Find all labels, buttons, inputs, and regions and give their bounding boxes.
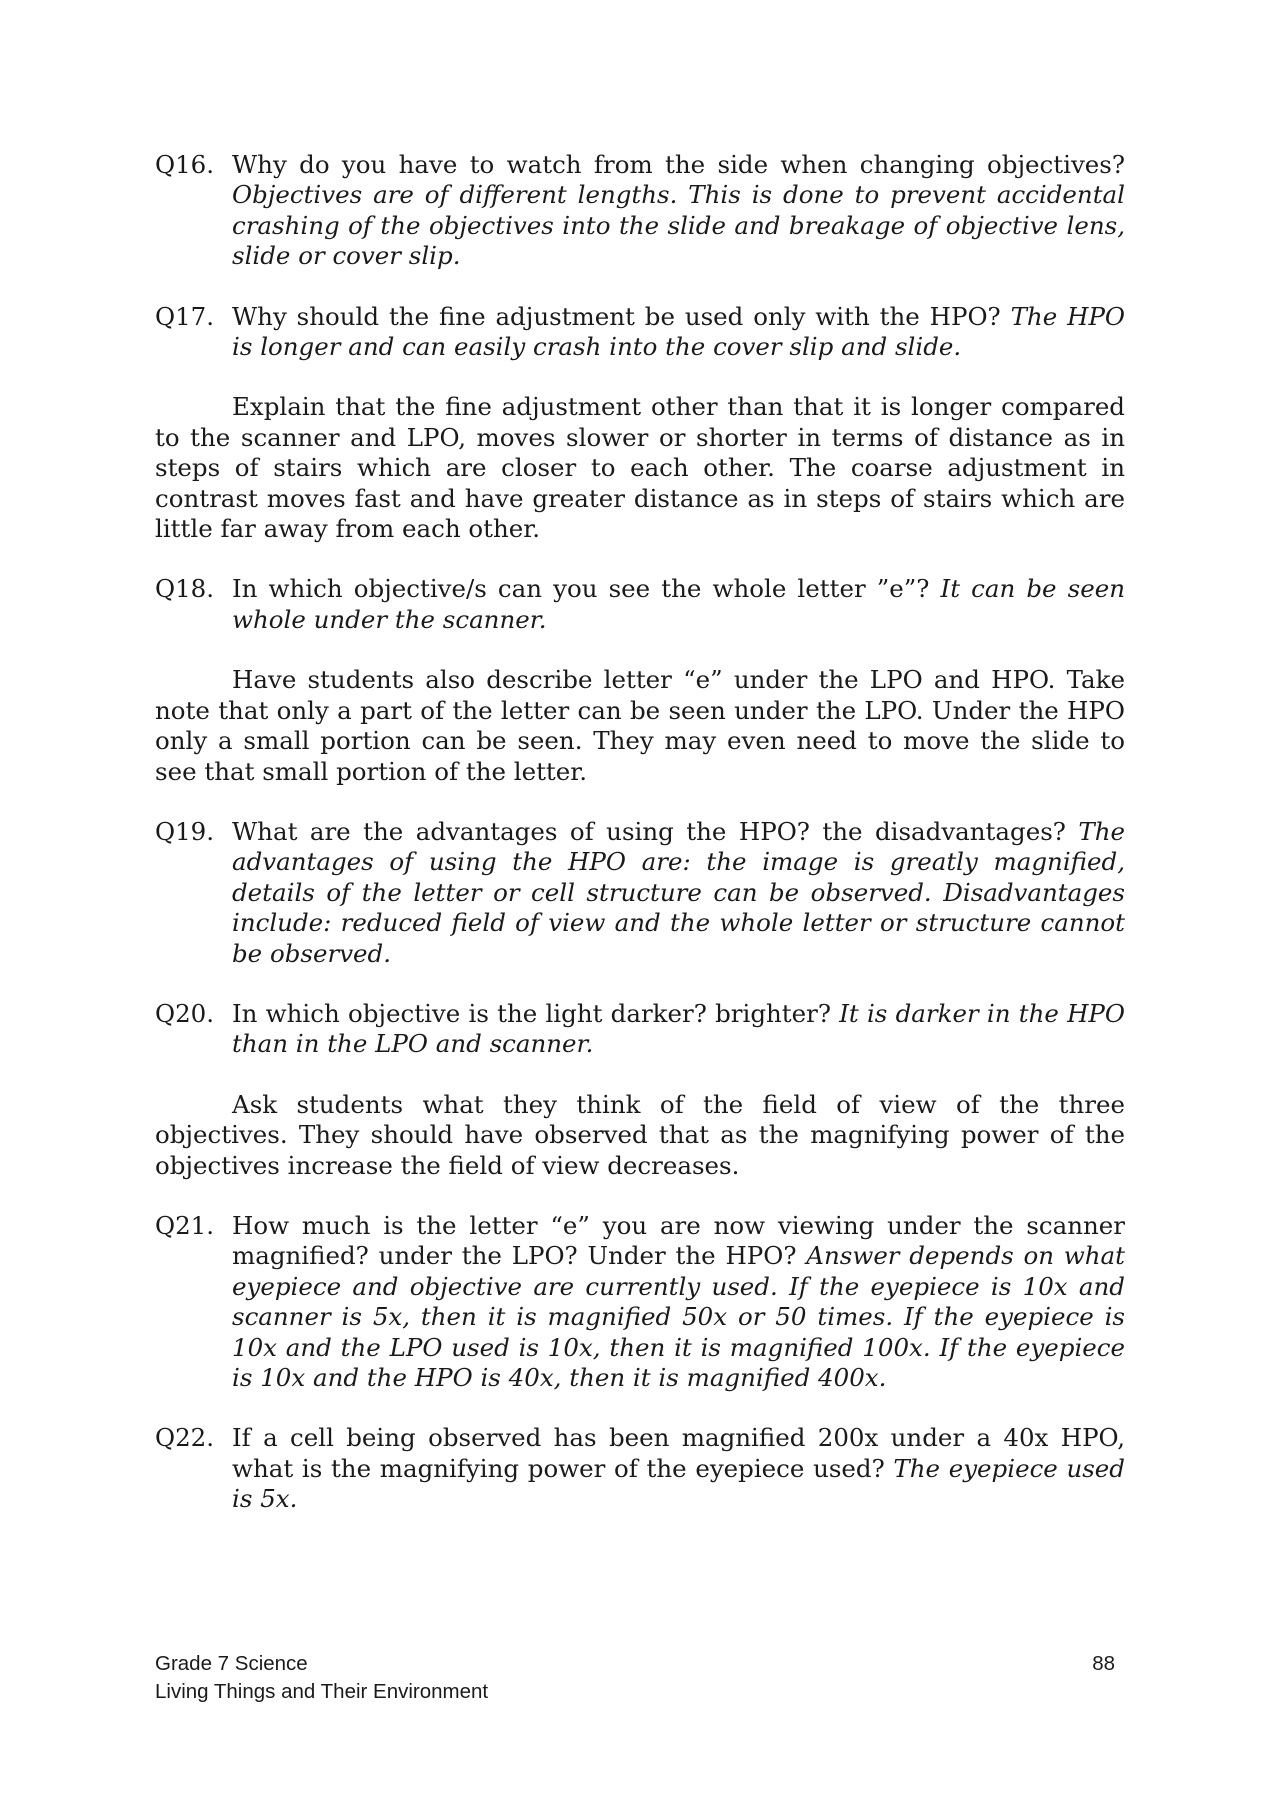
question-q16 (155, 150, 1125, 272)
footer-unit: Living Things and Their Environment (155, 1680, 489, 1703)
answer-text: Answer depends on what eyepiece and objective are currently used. If the eyepiece is 10x and scanner is 5x, then it is magnified 50x or 50 times. If the eyepiece is 10x and the LPO used is 10x, then it is magnified 100x. If the eyepiece is 10x and the HPO is 40x, then it is magnified 400x. (232, 1241, 1125, 1392)
question-number: Q18. (155, 574, 215, 604)
question-q21 (155, 1211, 1125, 1393)
question-text: Why should the fine adjustment be used only with the HPO? (232, 301, 1001, 331)
question-body (232, 817, 1125, 969)
answer-text: It is darker in the HPO than in the LPO and scanner. (232, 998, 1126, 1059)
answer-text: The eyepiece used is 5x. (232, 1453, 1125, 1514)
question-text: How much is the letter “e” you are now viewing under the scanner magnified? under the LPO? Under the HPO? (232, 1210, 1125, 1271)
question-number: Q16. (155, 150, 215, 179)
question-body (232, 150, 1125, 272)
question-text: Why do you have to watch from the side when changing objectives? (232, 150, 1125, 179)
explanation-fine-adjustment: Explain that the fine adjustment other than that it is longer compared to the scanner and LPO, moves slower or shorter in terms of distance as in steps of stairs which are closer to each other. The coarse adjustment in contrast moves fast and have greater distance as in steps of stairs which are little far away from each other. (155, 392, 1125, 544)
page-content (155, 150, 1125, 1545)
question-body (232, 1423, 1125, 1514)
footer-course: Grade 7 Science (155, 1652, 308, 1675)
question-body (232, 302, 1125, 363)
answer-text: The advantages of using the HPO are: the image is greatly magnified, details of the letter or cell structure can be observed. Disadvantages include: reduced field of view and the whole letter or structure cannot be observed. (232, 816, 1125, 968)
question-text: What are the advantages of using the HPO? the disadvantages? (232, 816, 1066, 846)
question-number: Q21. (155, 1210, 215, 1240)
explanation-field-of-view: Ask students what they think of the field of view of the three objectives. They should have observed that as the magnifying power of the objectives increase the field of view decreases. (155, 1089, 1125, 1180)
question-number: Q19. (155, 816, 215, 846)
page-footer (155, 1650, 1115, 1706)
question-body (232, 1211, 1125, 1393)
question-q17 (155, 302, 1125, 363)
answer-text: Objectives are of different lengths. This is done to prevent accidental crashing of the objectives into the slide and breakage of objective lens, slide or cover slip. (232, 180, 1125, 271)
question-body (232, 574, 1125, 635)
explanation-letter-e: Have students also describe letter “e” under the LPO and HPO. Take note that only a part of the letter can be seen under the LPO. Under the HPO only a small portion can be seen. They may even need to move the slide to see that small portion of the letter. (155, 665, 1125, 786)
question-text: If a cell being observed has been magnified 200x under a 40x HPO, what is the magnifying power of the eyepiece used? (232, 1423, 1125, 1483)
question-q22 (155, 1423, 1125, 1514)
question-number: Q20. (155, 998, 215, 1028)
question-body (232, 999, 1125, 1060)
question-text: In which objective/s can you see the whole letter ”e”? (232, 574, 930, 604)
question-number: Q17. (155, 301, 215, 331)
answer-text: It can be seen whole under the scanner. (232, 574, 1125, 634)
question-q19 (155, 817, 1125, 969)
question-q18 (155, 574, 1125, 635)
question-text: In which objective is the light darker? brighter? (232, 998, 831, 1028)
page-number: 88 (1092, 1652, 1115, 1675)
question-q20 (155, 999, 1125, 1060)
answer-text: The HPO is longer and can easily crash into the cover slip and slide. (232, 301, 1126, 362)
question-number: Q22. (155, 1423, 215, 1453)
